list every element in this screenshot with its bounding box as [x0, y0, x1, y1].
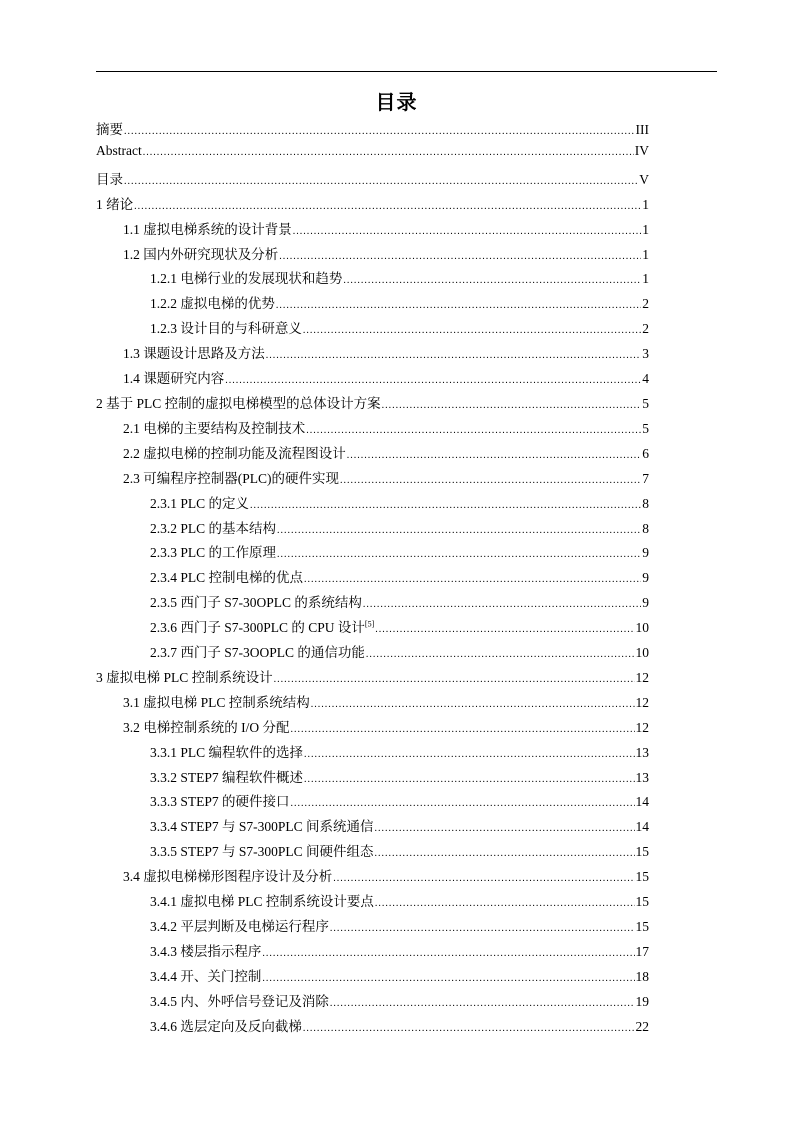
- toc-entry[interactable]: [96, 218, 649, 243]
- toc-page-number: 13: [635, 769, 649, 785]
- toc-page-number: 5: [642, 420, 649, 436]
- toc-entry[interactable]: [96, 766, 649, 791]
- toc-entry[interactable]: [96, 342, 649, 367]
- dot-leader: [277, 549, 641, 560]
- toc-entry-title: 3 虚拟电梯 PLC 控制系统设计: [96, 669, 273, 685]
- toc-entry[interactable]: [96, 741, 649, 766]
- toc-entry-title: 1.1 虚拟电梯系统的设计背景: [123, 221, 292, 237]
- toc-entry-title: 3.4 虚拟电梯梯形图程序设计及分析: [123, 869, 333, 885]
- toc-entry-title: 摘要: [96, 122, 123, 137]
- toc-entry-title: 3.1 虚拟电梯 PLC 控制系统结构: [123, 694, 310, 710]
- dot-leader: [124, 176, 638, 187]
- toc-entry[interactable]: [96, 915, 649, 940]
- dot-leader: [375, 898, 635, 909]
- toc-entry[interactable]: [96, 517, 649, 542]
- toc-entry[interactable]: [96, 815, 649, 840]
- toc-entry-title: 3.4.2 平层判断及电梯运行程序: [150, 919, 329, 934]
- toc-page-number: IV: [634, 142, 649, 158]
- toc-page-number: 1: [642, 271, 649, 287]
- toc-page-number: 7: [642, 470, 649, 486]
- toc-page-number: 15: [635, 894, 649, 910]
- toc-title: 目录: [375, 90, 418, 114]
- toc-entry[interactable]: [96, 392, 649, 417]
- dot-leader: [225, 375, 641, 386]
- dot-leader: [333, 873, 634, 884]
- toc-entry[interactable]: [96, 243, 649, 268]
- toc-entry[interactable]: [96, 865, 649, 890]
- toc-entry[interactable]: [96, 790, 649, 815]
- dot-leader: [340, 475, 641, 486]
- toc-entry-title: 1.2 国内外研究现状及分析: [123, 246, 279, 262]
- toc-page-number: 3: [642, 346, 649, 362]
- dot-leader: [134, 201, 641, 212]
- dot-leader: [330, 998, 635, 1009]
- toc-entry-title: 3.4.3 楼层指示程序: [150, 943, 262, 959]
- toc-page-number: 15: [635, 919, 649, 934]
- toc-entry[interactable]: [96, 442, 649, 467]
- toc-entry-title: 2.3 可编程序控制器(PLC)的硬件实现: [123, 470, 339, 486]
- toc-page-number: 13: [635, 744, 649, 760]
- toc-entry[interactable]: [96, 940, 649, 965]
- toc-entry-title: 1.2.2 虚拟电梯的优势: [150, 296, 275, 312]
- toc-entry[interactable]: [96, 965, 649, 990]
- toc-entry[interactable]: [96, 566, 649, 591]
- toc-page-number: 9: [642, 545, 649, 561]
- toc-page-number: 6: [642, 445, 649, 461]
- toc-page-number: V: [639, 171, 649, 187]
- toc-entry[interactable]: [96, 193, 649, 218]
- dot-leader: [303, 1023, 635, 1034]
- dot-leader: [266, 350, 642, 361]
- toc-entry[interactable]: [96, 143, 649, 168]
- toc-entry-title: 1.4 课题研究内容: [123, 371, 225, 387]
- dot-leader: [303, 325, 641, 336]
- toc-page-number: 14: [635, 794, 649, 810]
- dot-leader: [363, 599, 641, 610]
- dot-leader: [277, 525, 641, 536]
- toc-entry-title: Abstract: [96, 142, 142, 158]
- toc-entry-title: 2.3.4 PLC 控制电梯的优点: [150, 570, 304, 586]
- toc-entry-title: 2.3.3 PLC 的工作原理: [150, 545, 277, 561]
- toc-entry[interactable]: [96, 666, 649, 691]
- toc-entry[interactable]: [96, 467, 649, 492]
- dot-leader: [274, 674, 635, 685]
- toc-entry-title: 1 绪论: [96, 196, 134, 212]
- toc-entry[interactable]: [96, 367, 649, 392]
- toc-entry-title: 1.2.3 设计目的与科研意义: [150, 321, 302, 337]
- toc-entry-title: 3.4.5 内、外呼信号登记及消除: [150, 993, 329, 1009]
- toc-page-number: 1: [642, 246, 649, 262]
- dot-leader: [291, 724, 635, 735]
- toc-page-number: 17: [635, 943, 649, 959]
- toc-entry[interactable]: [96, 840, 649, 865]
- dot-leader: [306, 425, 641, 436]
- toc-entry-title: 1.2.1 电梯行业的发展现状和趋势: [150, 271, 343, 287]
- dot-leader: [304, 749, 634, 760]
- toc-page-number: 18: [635, 968, 649, 984]
- dot-leader: [304, 574, 641, 585]
- dot-leader: [293, 226, 642, 237]
- toc-entry-title: 3.3.5 STEP7 与 S7-300PLC 间硬件组态: [150, 844, 374, 860]
- toc-entry[interactable]: [96, 616, 649, 641]
- dot-leader: [279, 251, 641, 262]
- toc-page-number: 10: [635, 645, 649, 661]
- toc-entry-title: 2.2 虚拟电梯的控制功能及流程图设计: [123, 445, 346, 461]
- toc-page-number: 9: [642, 595, 649, 611]
- toc-entry[interactable]: [96, 541, 649, 566]
- toc-page-number: 2: [642, 321, 649, 337]
- dot-leader: [262, 948, 634, 959]
- toc-page-number: 10: [635, 620, 649, 636]
- dot-leader: [343, 275, 641, 286]
- dot-leader: [366, 649, 635, 660]
- dot-leader: [375, 823, 635, 834]
- header-rule: [96, 71, 717, 72]
- toc-entry-title: 2.3.5 西门子 S7-30OPLC 的系统结构: [150, 595, 362, 611]
- toc-page-number: 4: [642, 371, 649, 387]
- toc-entry-title: 3.4.1 虚拟电梯 PLC 控制系统设计要点: [150, 894, 374, 910]
- toc-entry[interactable]: [96, 118, 649, 143]
- dot-leader: [347, 450, 642, 461]
- dot-leader: [375, 848, 635, 859]
- toc-entry[interactable]: [96, 990, 649, 1015]
- toc-entry[interactable]: [96, 591, 649, 616]
- toc-entry[interactable]: [96, 492, 649, 517]
- dot-leader: [291, 798, 635, 809]
- toc-page-number: 15: [635, 844, 649, 860]
- toc-entry[interactable]: [96, 317, 649, 342]
- toc-entry[interactable]: [96, 641, 649, 666]
- dot-leader: [375, 624, 634, 635]
- toc-page-number: 1: [642, 221, 649, 237]
- toc-page-number: 12: [635, 669, 649, 685]
- dot-leader: [124, 126, 635, 137]
- toc-page-number: 22: [635, 1018, 649, 1034]
- toc-entry[interactable]: [96, 691, 649, 716]
- dot-leader: [382, 400, 642, 411]
- toc-entry[interactable]: [96, 417, 649, 442]
- toc-entry[interactable]: [96, 168, 649, 193]
- toc-entry-title: 2.3.7 西门子 S7-3OOPLC 的通信功能: [150, 645, 365, 661]
- toc-page-number: 5: [642, 395, 649, 411]
- toc-entry-title: 1.3 课题设计思路及方法: [123, 346, 265, 362]
- toc-entry-title: 3.3.3 STEP7 的硬件接口: [150, 794, 290, 810]
- dot-leader: [262, 973, 634, 984]
- dot-leader: [330, 923, 635, 934]
- toc-entry-title: 2.3.1 PLC 的定义: [150, 495, 250, 511]
- toc-entry-title: 3.4.4 开、关门控制: [150, 968, 262, 984]
- toc-page-number: 14: [635, 819, 649, 835]
- toc-page-number: 12: [635, 719, 649, 735]
- toc-page-number: 1: [642, 196, 649, 212]
- toc-page-number: 8: [642, 495, 649, 511]
- toc-page-number: 19: [635, 993, 649, 1009]
- toc-entry-title: 2.1 电梯的主要结构及控制技术: [123, 420, 306, 436]
- toc-entry-title: 2.3.6 西门子 S7-300PLC 的 CPU 设计[5]: [150, 619, 375, 636]
- toc-page-number: 2: [642, 296, 649, 312]
- dot-leader: [250, 500, 641, 511]
- dot-leader: [143, 147, 634, 158]
- toc-entry-title: 目录: [96, 171, 123, 187]
- toc-entry[interactable]: [96, 267, 649, 292]
- toc-page-number: 12: [635, 694, 649, 710]
- toc-entry-title: 3.3.4 STEP7 与 S7-300PLC 间系统通信: [150, 819, 374, 835]
- toc-entry-title: 3.3.2 STEP7 编程软件概述: [150, 769, 304, 785]
- toc-page-number: 15: [635, 869, 649, 885]
- dot-leader: [276, 300, 641, 311]
- dot-leader: [311, 699, 635, 710]
- toc-page-number: 9: [642, 570, 649, 586]
- table-of-contents: [96, 118, 649, 1040]
- toc-entry[interactable]: [96, 890, 649, 915]
- toc-entry[interactable]: [96, 292, 649, 317]
- toc-page-number: III: [635, 122, 649, 137]
- citation-superscript: [5]: [364, 619, 375, 629]
- toc-entry-title: 3.2 电梯控制系统的 I/O 分配: [123, 719, 290, 735]
- toc-entry-title: 2.3.2 PLC 的基本结构: [150, 520, 277, 536]
- toc-entry-title: 3.4.6 选层定向及反向截梯: [150, 1018, 302, 1034]
- dot-leader: [304, 774, 634, 785]
- toc-entry-title: 2 基于 PLC 控制的虚拟电梯模型的总体设计方案: [96, 395, 381, 411]
- toc-entry-title: 3.3.1 PLC 编程软件的选择: [150, 744, 304, 760]
- toc-page-number: 8: [642, 520, 649, 536]
- toc-entry[interactable]: [96, 716, 649, 741]
- toc-entry[interactable]: [96, 1015, 649, 1040]
